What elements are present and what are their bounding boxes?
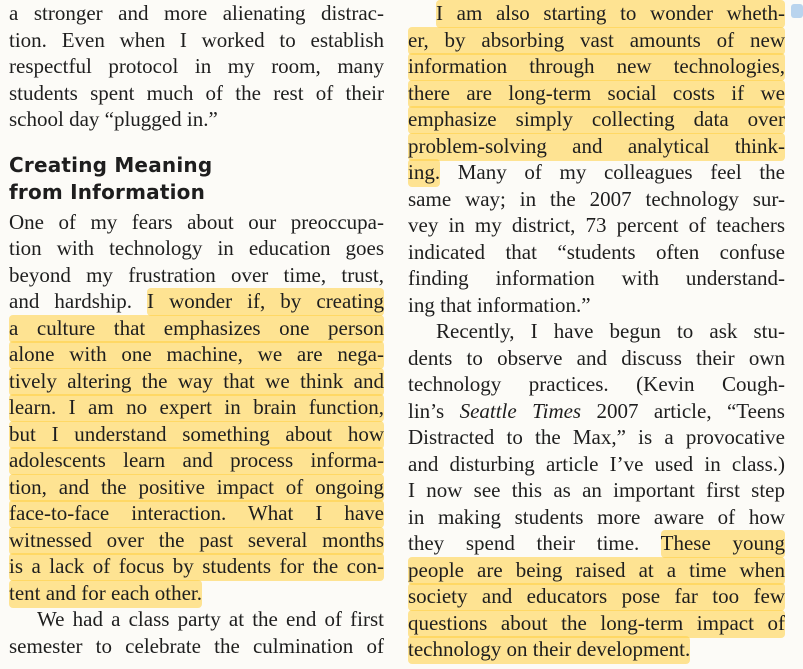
text-line: dents to observe and discuss their own	[408, 345, 785, 370]
text-line	[9, 315, 384, 342]
text-segment: they spend their time.	[408, 531, 640, 555]
text-segment: lin’s	[408, 398, 460, 423]
body-paragraph	[9, 606, 384, 659]
heading-line: Creating Meaning	[9, 152, 213, 177]
highlighted-text: learn. I am no expert in brain function,	[9, 394, 384, 422]
text-line	[408, 80, 785, 107]
text-line: respectful protocol in my room, many	[9, 54, 384, 78]
body-paragraph	[408, 0, 785, 318]
intro-paragraph	[9, 0, 384, 133]
text-line	[9, 474, 384, 501]
text-line	[408, 636, 785, 663]
text-line	[9, 580, 384, 607]
highlighted-text: there are long-term social costs if we	[408, 80, 785, 108]
text-line: We had a class party at the end of first	[37, 607, 384, 631]
highlighted-text: ing.	[408, 159, 440, 187]
text-line: and disturbing article I’ve used in class.)	[408, 451, 785, 476]
text-line	[9, 394, 384, 421]
text-line	[408, 557, 785, 584]
text-line	[408, 106, 785, 133]
highlighted-text: tent and for each other.	[9, 580, 202, 608]
text-line	[408, 530, 785, 557]
highlighted-text: problem-solving and analytical think-	[408, 133, 785, 161]
highlighted-text: face-to-face interaction. What I have	[9, 500, 384, 528]
highlighted-text: questions about the long-term impact of	[408, 610, 785, 638]
heading-line: from Information	[9, 179, 206, 204]
text-line	[9, 500, 384, 527]
text-line: I now see this as an important first step	[408, 478, 785, 502]
text-line	[408, 583, 785, 610]
highlighted-text: These young	[661, 530, 785, 558]
text-line: One of my fears about our preoccupa-	[9, 209, 384, 234]
highlighted-text: er, by absorbing vast amounts of new	[408, 27, 785, 55]
highlighted-text: alone with one machine, we are nega-	[9, 341, 384, 369]
text-line: Recently, I have begun to ask stu-	[436, 319, 785, 343]
text-line: ing that information.”	[408, 292, 591, 317]
text-line	[9, 288, 384, 315]
text-line	[408, 27, 785, 54]
text-line	[9, 527, 384, 554]
right-column	[408, 0, 785, 663]
text-segment: Many of my colleagues feel the	[440, 160, 785, 184]
highlighted-text: society and educators pose far too few	[408, 583, 785, 611]
highlighted-text: information through new technologies,	[408, 53, 785, 81]
text-line	[9, 447, 384, 474]
text-line	[408, 398, 785, 425]
left-column	[9, 0, 384, 659]
highlighted-text: emphasize simply collecting data over	[408, 106, 785, 134]
highlighted-text: people are being raised at a time when	[408, 557, 785, 585]
text-line	[9, 341, 384, 368]
text-line: students spent much of the rest of their	[9, 80, 384, 105]
publication-title: Seattle Times	[459, 398, 582, 423]
text-line: in making students more aware of how	[408, 504, 785, 529]
highlighted-text: I am also starting to wonder wheth-	[436, 0, 785, 28]
text-line	[9, 553, 384, 580]
highlighted-text: tively altering the way that we think and	[9, 368, 384, 396]
highlighted-text: tion, and the positive impact of ongoing	[9, 474, 384, 502]
highlighted-text: adolescents learn and process informa-	[9, 447, 384, 475]
body-paragraph	[9, 209, 384, 607]
section-heading	[9, 152, 384, 206]
text-line	[408, 0, 785, 27]
text-line: school day “plugged in.”	[9, 107, 218, 131]
text-segment: 2007 article, “Teens	[581, 398, 785, 423]
text-line: semester to celebrate the culmination of	[9, 633, 384, 658]
highlighted-text: is a lack of focus by students for the con-	[9, 553, 384, 581]
highlighted-text: witnessed over the past several months	[9, 527, 384, 555]
body-paragraph	[408, 318, 785, 663]
text-line: indicated that “students often confuse	[408, 239, 785, 264]
text-line: same way; in the 2007 technology sur-	[408, 186, 785, 211]
text-segment: and hardship.	[9, 289, 132, 313]
text-line: Distracted to the Max,” is a provocative	[408, 425, 785, 449]
text-line	[408, 53, 785, 80]
text-line	[9, 421, 384, 448]
highlighted-text: I wonder if, by creating	[147, 288, 384, 316]
text-line	[408, 610, 785, 637]
text-line: tion with technology in education goes	[9, 236, 384, 260]
text-line: a stronger and more alienating distrac-	[9, 1, 384, 25]
text-line	[408, 133, 785, 160]
text-line: technology practices. (Kevin Cough-	[408, 372, 785, 396]
text-line: finding information with understand-	[408, 266, 785, 290]
highlighted-text: technology on their development.	[408, 636, 690, 664]
text-line	[9, 368, 384, 395]
text-line: tion. Even when I worked to establish	[9, 27, 384, 52]
highlighted-text: a culture that emphasizes one person	[9, 315, 384, 343]
margin-note-marker-icon[interactable]	[791, 4, 803, 18]
text-line: vey in my district, 73 percent of teachers	[408, 213, 785, 237]
highlighted-text: but I understand something about how	[9, 421, 384, 449]
text-line	[408, 159, 785, 186]
text-line: beyond my frustration over time, trust,	[9, 262, 384, 287]
